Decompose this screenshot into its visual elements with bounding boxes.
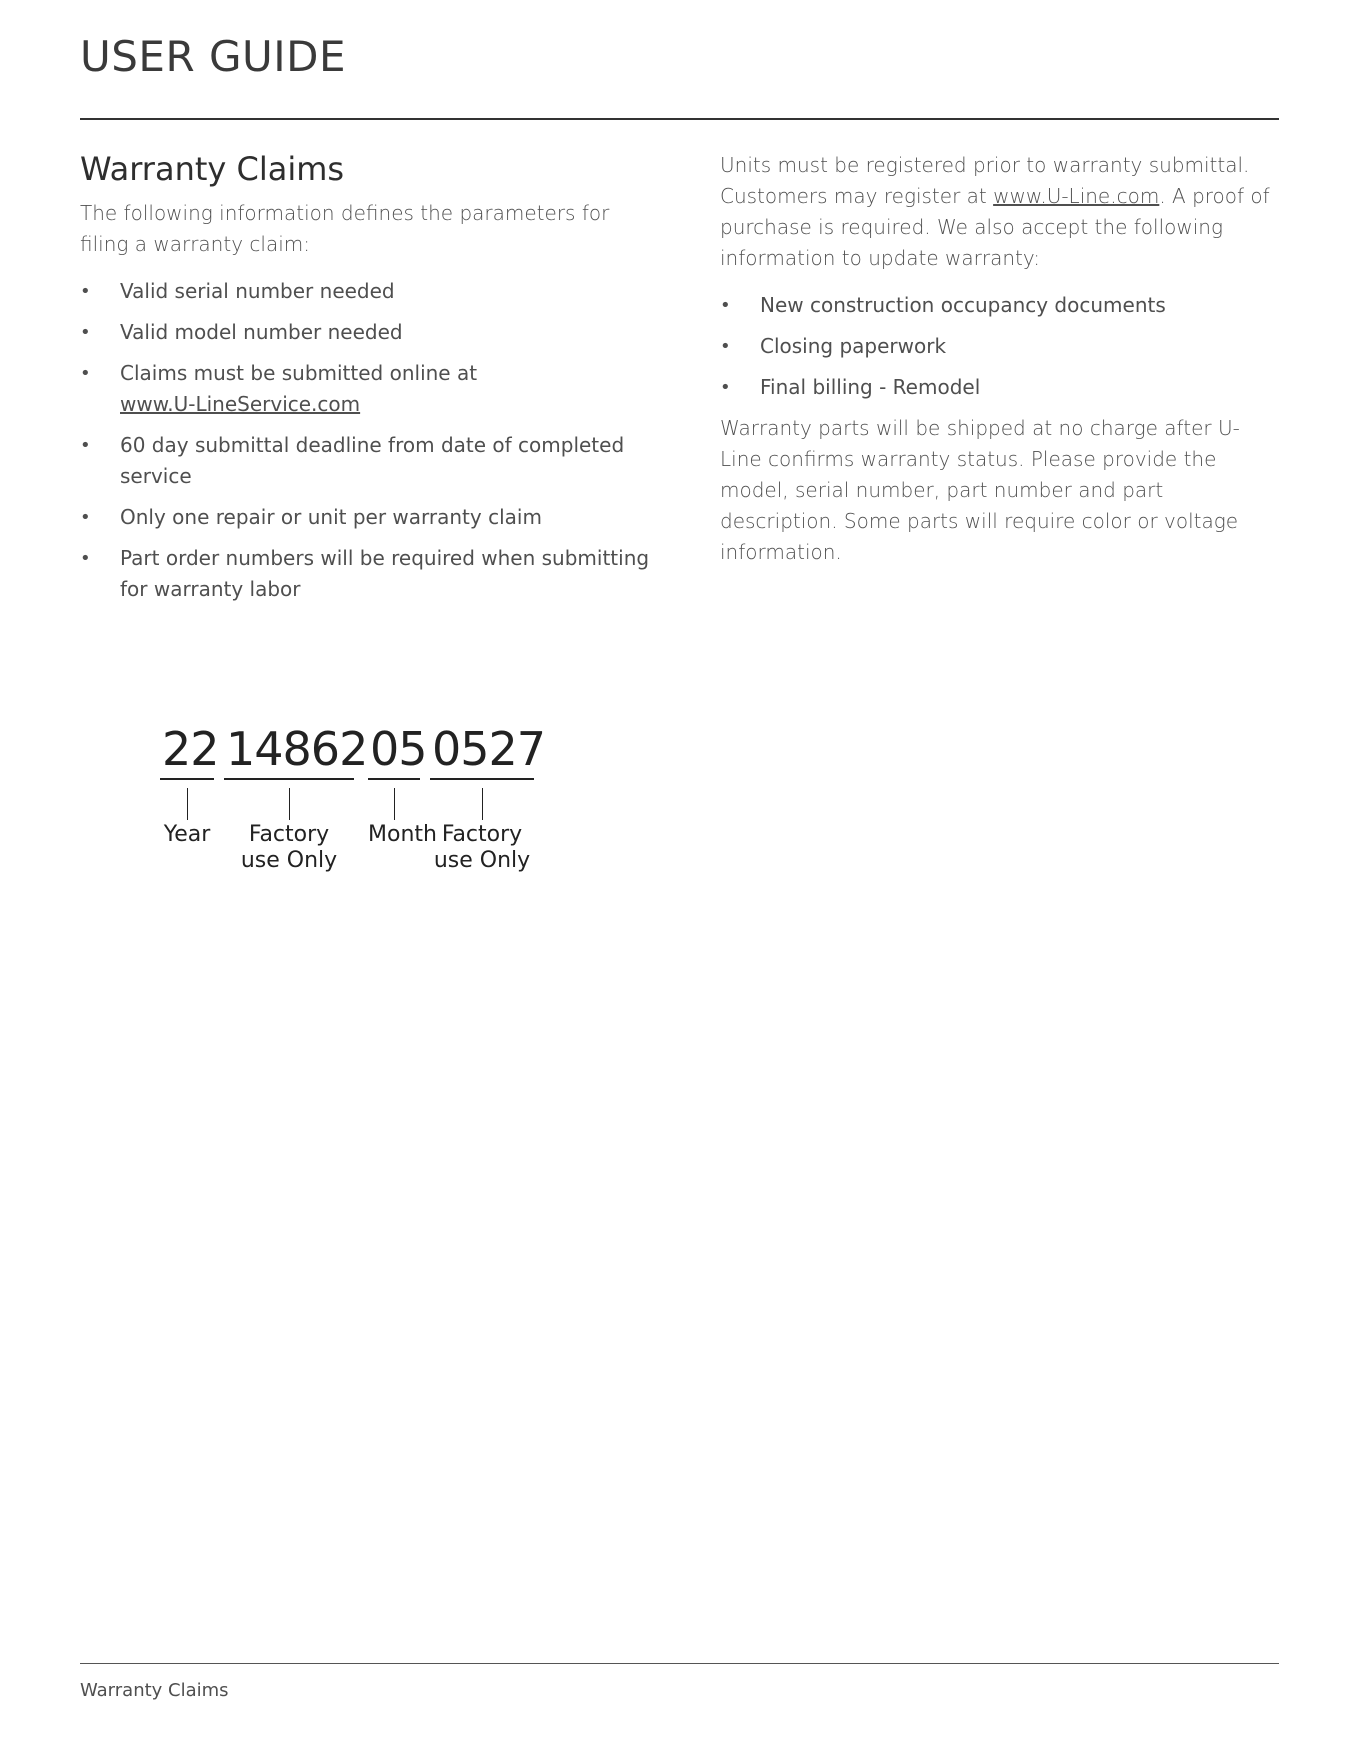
left-column (80, 150, 650, 615)
uline-service-link[interactable]: www.U-LineService.com (120, 392, 361, 417)
claim-requirements-list (80, 276, 650, 605)
list-item (80, 430, 650, 492)
page-header-title: USER GUIDE (80, 32, 347, 81)
uline-register-link[interactable]: www.U-Line.com (993, 184, 1160, 208)
serial-segment-year (160, 720, 219, 848)
list-item (720, 372, 1280, 403)
bullet-icon: • (720, 295, 731, 316)
serial-segment-month (368, 720, 437, 848)
pointer-line (187, 788, 188, 820)
section-title: Warranty Claims (80, 150, 345, 188)
bullet-icon: • (720, 336, 731, 357)
bullet-icon: • (80, 281, 91, 303)
pointer-line (289, 788, 290, 820)
footer-section-name: Warranty Claims (80, 1680, 229, 1701)
footer-divider (80, 1663, 1279, 1664)
list-item (80, 502, 650, 533)
serial-segment-factory (224, 720, 368, 874)
parts-paragraph: Warranty parts will be shipped at no charge after U-Line confirms warranty status. Please provide the model, serial number, part number and part description. Some parts will require color or voltage information. (720, 416, 1240, 564)
serial-segment-factory-2 (430, 720, 546, 874)
list-item (80, 543, 650, 605)
list-item-text: Part order numbers will be required when submitting for warranty labor (120, 546, 650, 602)
list-item-text: Claims must be submitted online at (120, 361, 478, 386)
list-item-text: Final billing - Remodel (760, 375, 981, 399)
serial-digits: 22 (160, 720, 214, 780)
list-item (720, 331, 1280, 362)
list-item-text: Only one repair or unit per warranty claim (120, 505, 542, 530)
list-item (80, 317, 650, 348)
serial-label: Factory use Only (433, 822, 531, 873)
bullet-icon: • (80, 507, 91, 529)
pointer-line (394, 788, 395, 820)
registration-text: Units must be registered prior to warranty submittal. Customers may register at (720, 153, 1250, 208)
registration-text-end: . A proof of purchase is required. We also accept the following information to update warranty: (720, 184, 1270, 270)
pointer-line (482, 788, 483, 820)
list-item-text: New construction occupancy documents (760, 293, 1166, 317)
serial-digits: 05 (368, 720, 420, 780)
list-item-text: Valid model number needed (120, 320, 403, 345)
list-item (80, 358, 650, 420)
serial-label: Month (368, 822, 437, 847)
intro-paragraph: The following information defines the parameters for filing a warranty claim: (80, 201, 610, 257)
header-divider (80, 118, 1279, 120)
bullet-icon: • (720, 377, 731, 398)
serial-digits: 0527 (430, 720, 534, 780)
list-item-text: Closing paperwork (760, 334, 947, 358)
serial-number-diagram (160, 720, 580, 880)
serial-label: Factory use Only (240, 822, 338, 873)
registration-paragraph (720, 150, 1280, 274)
serial-label: Year (163, 822, 211, 847)
bullet-icon: • (80, 435, 91, 457)
bullet-icon: • (80, 363, 91, 385)
list-item-text: Valid serial number needed (120, 279, 395, 304)
bullet-icon: • (80, 322, 91, 344)
list-item-text: 60 day submittal deadline from date of completed service (120, 433, 625, 489)
right-column (720, 150, 1280, 568)
bullet-icon: • (80, 548, 91, 570)
serial-digits: 14862 (224, 720, 354, 780)
list-item (720, 290, 1280, 321)
accepted-documents-list (720, 290, 1280, 403)
list-item (80, 276, 650, 307)
